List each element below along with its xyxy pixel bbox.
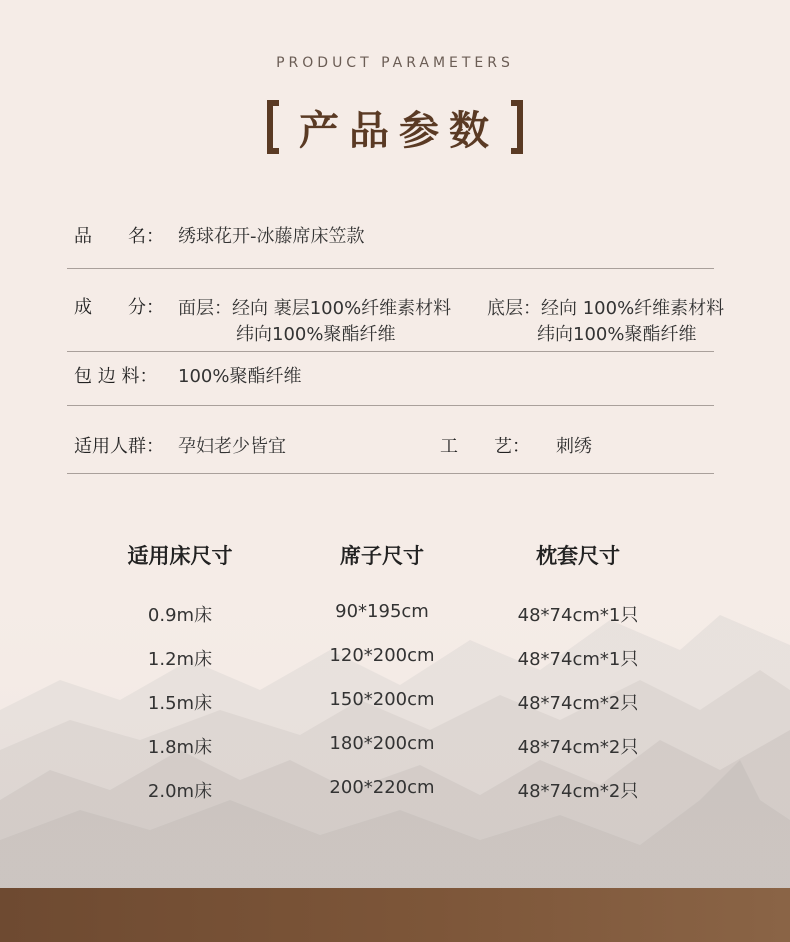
audience-value: 孕妇老少皆宜	[178, 436, 286, 457]
mat-size-cell: 90*195cm	[335, 601, 429, 622]
page-title: 产品参数	[299, 106, 499, 154]
name-label: 品 名：	[74, 226, 164, 247]
composition-face-line1: 面层：经向 裹层100%纤维素材料	[178, 298, 452, 319]
mat-size-cell: 200*220cm	[329, 777, 435, 798]
bed-size-cell: 2.0m床	[147, 781, 213, 802]
section-title-block	[0, 92, 790, 162]
composition-bottom-line2: 纬向100%聚酯纤维	[537, 324, 697, 345]
name-value: 绣球花开-冰藤席床笠款	[178, 226, 365, 247]
table-header-mat-size: 席子尺寸	[340, 544, 424, 568]
section-subtitle: PRODUCT PARAMETERS	[276, 55, 514, 71]
pillowcase-size-cell: 48*74cm*2只	[517, 781, 639, 802]
mat-size-cell: 150*200cm	[329, 689, 435, 710]
pillowcase-size-cell: 48*74cm*1只	[517, 649, 639, 670]
bed-size-cell: 1.5m床	[147, 693, 213, 714]
bed-size-cell: 1.8m床	[147, 737, 213, 758]
composition-face-line2: 纬向100%聚酯纤维	[236, 324, 396, 345]
table-header-pillowcase-size: 枕套尺寸	[536, 544, 620, 568]
table-header-bed-size: 适用床尺寸	[127, 544, 233, 568]
pillowcase-size-cell: 48*74cm*2只	[517, 693, 639, 714]
craft-label: 工 艺：	[440, 436, 530, 457]
divider	[67, 473, 714, 474]
divider	[67, 351, 714, 352]
composition-label: 成 分：	[74, 297, 164, 318]
edging-label: 包 边 料：	[74, 366, 158, 387]
mat-size-cell: 120*200cm	[329, 645, 435, 666]
bed-size-cell: 0.9m床	[147, 605, 213, 626]
composition-bottom-line1: 底层：经向 100%纤维素材料	[487, 298, 725, 319]
audience-label: 适用人群：	[74, 436, 164, 457]
footer-band	[0, 888, 790, 942]
bed-size-cell: 1.2m床	[147, 649, 213, 670]
mat-size-cell: 180*200cm	[329, 733, 435, 754]
edging-value: 100%聚酯纤维	[178, 366, 302, 387]
pillowcase-size-cell: 48*74cm*2只	[517, 737, 639, 758]
divider	[67, 268, 714, 269]
pillowcase-size-cell: 48*74cm*1只	[517, 605, 639, 626]
left-bracket-icon	[261, 98, 281, 156]
craft-value: 刺绣	[556, 436, 592, 457]
right-bracket-icon	[509, 98, 529, 156]
divider	[67, 405, 714, 406]
